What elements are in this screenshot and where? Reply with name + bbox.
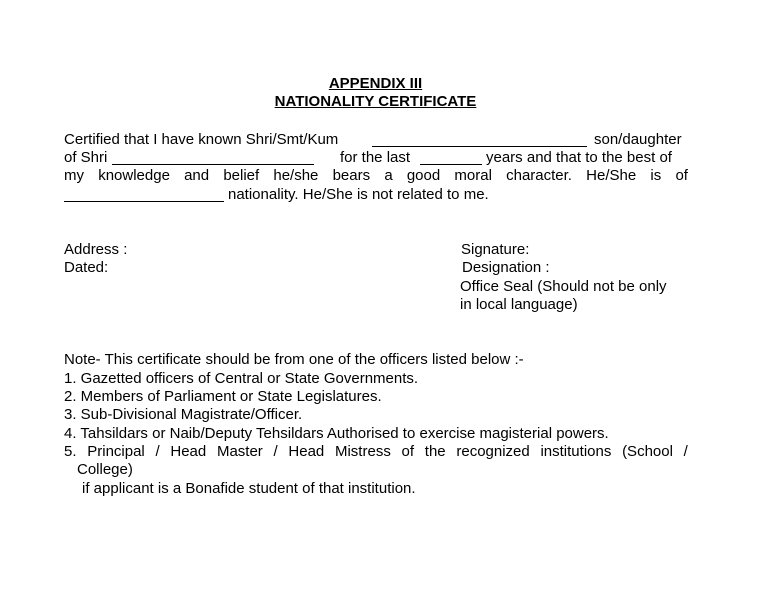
note-item-5-word: (School [622,443,673,460]
appendix-heading: APPENDIX III [328,75,423,92]
note-item-5-word: / [155,443,160,460]
body-line3-word: He/She [586,167,637,184]
body-line2-mid: for the last [340,149,411,166]
note-item-5-word: Principal [87,443,145,460]
body-line3-word: my [64,167,84,184]
note-item-5-word: Head [288,443,325,460]
note-item-4: 4. Tahsildars or Naib/Deputy Tehsildars Authorised to exercise magisterial powers. [64,425,609,442]
father-name-blank [112,151,314,165]
body-line3-word: bears [332,167,371,184]
body-line3-word: he/she [273,167,319,184]
note-item-5-word: Head [170,443,207,460]
body-line3-word: character. [506,167,572,184]
note-item-5-word: / [273,443,278,460]
body-line1-start: Certified that I have known Shri/Smt/Kum [64,131,339,148]
designation-label: Designation : [462,259,550,276]
body-line3-word: a [384,167,393,184]
note-item-5-word: 5. [64,443,77,460]
body-line3-word: and [184,167,210,184]
body-line3-word: belief [223,167,260,184]
years-blank [420,151,482,165]
name-blank [372,133,587,147]
note-item-5-tail: if applicant is a Bonafide student of that institution. [82,480,416,497]
body-line3-word: good [406,167,441,184]
address-label: Address : [64,241,128,258]
body-line4: nationality. He/She is not related to me. [228,186,489,203]
body-line3-word: of [675,167,688,184]
note-item-5-word: recognized [456,443,530,460]
office-seal-line2: in local language) [460,296,578,313]
note-item-5-word: Mistress [334,443,391,460]
body-line3-word: moral [454,167,492,184]
body-line2-start: of Shri [64,149,108,166]
note-item-1: 1. Gazetted officers of Central or State Governments. [64,370,419,387]
body-line2-end: years and that to the best of [486,149,672,166]
dated-label: Dated: [64,259,109,276]
note-item-5 [64,443,688,461]
certificate-title: NATIONALITY CERTIFICATE [274,93,477,110]
body-line3-word: knowledge [98,167,170,184]
body-line1-end: son/daughter [594,131,682,148]
signature-label: Signature: [461,241,530,258]
note-item-2: 2. Members of Parliament or State Legislatures. [64,388,382,405]
note-item-5-word: of [401,443,415,460]
body-line3 [64,167,688,185]
note-item-5-word: / [683,443,688,460]
body-line3-word: is [650,167,662,184]
note-item-3: 3. Sub-Divisional Magistrate/Officer. [64,406,303,423]
note-item-5-word: institutions [540,443,612,460]
note-item-5-word: Master [216,443,263,460]
office-seal-line1: Office Seal (Should not be only [460,278,667,295]
note-item-5-word: the [424,443,446,460]
note-item-5-continued: College) [77,461,133,478]
nationality-blank [64,188,224,202]
note-intro: Note- This certificate should be from one of the officers listed below :- [64,351,524,368]
